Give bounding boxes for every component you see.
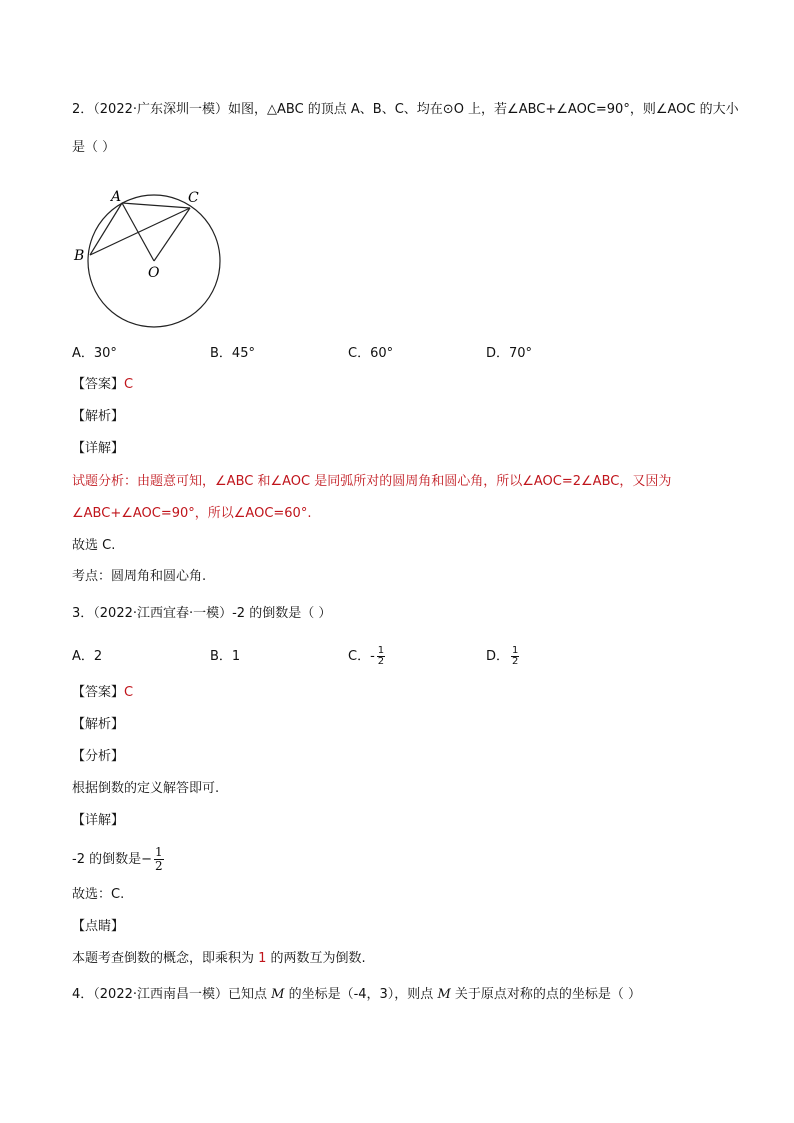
fraction-half: $\frac{1}{2}$ <box>377 645 385 667</box>
label-b: B <box>74 248 85 264</box>
dianjing-one: 1 <box>258 951 267 966</box>
q3-option-b: B．1 <box>210 649 241 664</box>
dianjing-text-b: 的两数互为倒数. <box>266 951 366 966</box>
answer-value: C <box>124 377 134 392</box>
q3-option-d <box>486 646 519 667</box>
q3-choose: 故选：C. <box>72 887 125 902</box>
answer-value: C <box>124 685 134 700</box>
q2-stem-line1: 2．（2022·广东深圳一模）如图，△ABC 的顶点 A、B、C、均在⊙O 上，若∠ABC+∠AOC=90°，则∠AOC 的大小 <box>72 102 739 117</box>
q2-option-c: C．60° <box>348 346 394 361</box>
q4-stem: 4．（2022·江西南昌一模）已知点 M 的坐标是（-4，3），则点 M 关于原点对称的点的坐标是（ ） <box>72 987 642 1002</box>
q2-answer <box>72 376 133 394</box>
segment-ao <box>122 203 154 261</box>
point-m: M <box>437 987 451 1002</box>
option-d-prefix: D． <box>486 649 510 664</box>
q3-option-c <box>348 646 385 667</box>
segment-ac <box>122 203 190 208</box>
q3-fenxi-text: 根据倒数的定义解答即可. <box>72 781 220 796</box>
q3-answer <box>72 684 133 702</box>
q2-kaodian: 考点：圆周角和圆心角. <box>72 569 207 584</box>
q3-xiangjie-label: 【详解】 <box>72 813 125 828</box>
q2-xiangjie-label: 【详解】 <box>72 441 125 456</box>
q3-fenxi-label: 【分析】 <box>72 749 125 764</box>
q3-jiexi-label: 【解析】 <box>72 717 125 732</box>
q3-dianjing-text <box>72 950 366 968</box>
q3-option-a: A．2 <box>72 649 103 664</box>
q2-option-b: B．45° <box>210 346 255 361</box>
q2-stem-line2: 是（ ） <box>72 140 116 155</box>
point-m: M <box>271 987 285 1002</box>
dianjing-text-a: 本题考查倒数的概念，即乘积为 <box>72 951 259 966</box>
q2-detail-line2: ∠ABC+∠AOC=90°，所以∠AOC=60°. <box>72 506 312 521</box>
detail-reason: ∠ABC 和∠AOC 是同弧所对的圆周角和圆心角，所以∠AOC=2∠ABC，又因为 <box>215 474 672 489</box>
detail-prefix: -2 的倒数是− <box>72 852 152 867</box>
label-o: O <box>148 265 160 281</box>
q2-choose: 故选 C. <box>72 538 116 553</box>
q3-stem: 3．（2022·江西宜春·一模）-2 的倒数是（ ） <box>72 606 332 621</box>
q3-detail <box>72 846 164 873</box>
fraction-half: $\frac{1}{2}$ <box>512 645 519 667</box>
label-c: C <box>188 190 199 206</box>
q2-circle-figure <box>66 180 236 336</box>
option-c-prefix: C．- <box>348 649 375 664</box>
q2-option-a: A．30° <box>72 346 117 361</box>
q2-detail-line1 <box>72 473 671 491</box>
q2-option-d: D．70° <box>486 346 533 361</box>
label-a: A <box>111 189 122 205</box>
answer-label: 【答案】 <box>72 685 125 700</box>
q3-dianjing-label: 【点睛】 <box>72 919 125 934</box>
detail-intro: 试题分析：由题意可知， <box>72 474 216 489</box>
fraction-half: $\frac{1}{2}$ <box>155 845 163 873</box>
q2-jiexi-label: 【解析】 <box>72 409 125 424</box>
answer-label: 【答案】 <box>72 377 125 392</box>
